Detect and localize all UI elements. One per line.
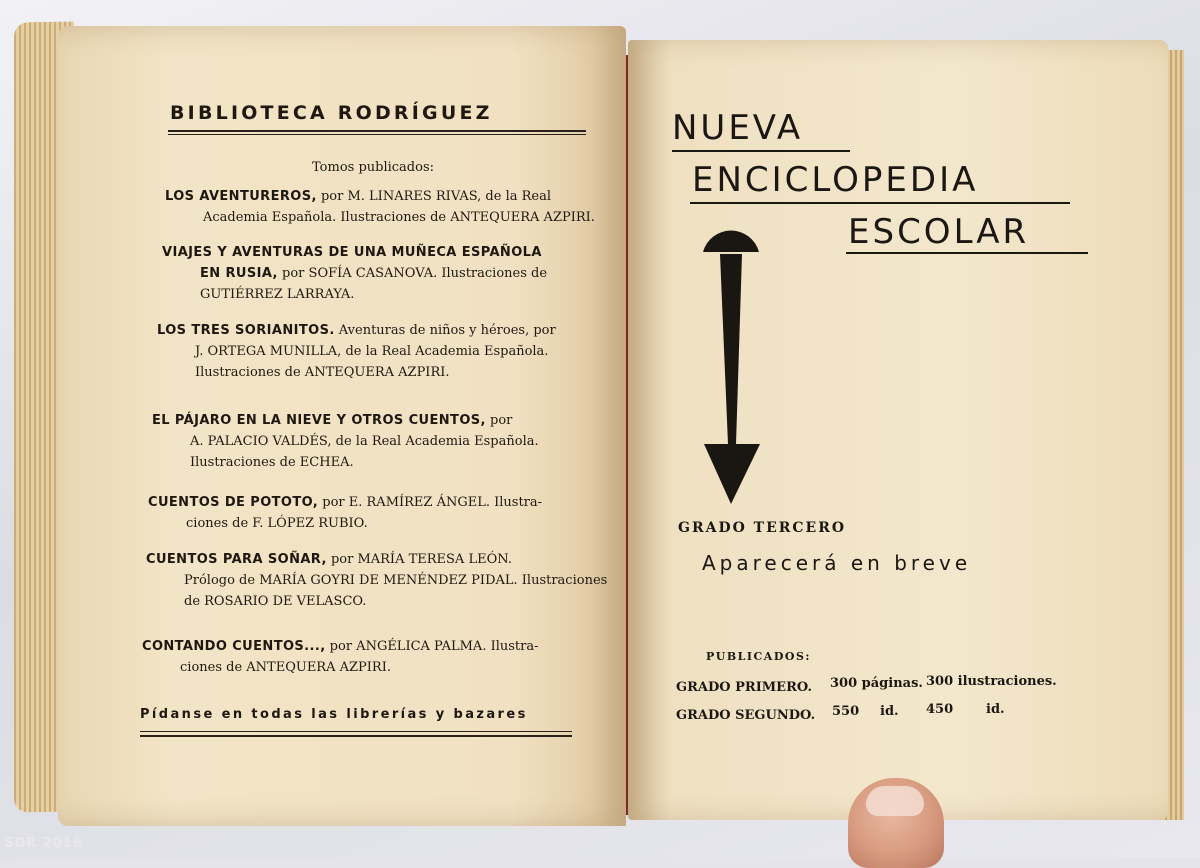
heading-nueva: NUEVA (672, 108, 804, 148)
entry-text: por ANGÉLICA PALMA. Ilustra- (325, 639, 539, 654)
entry-text: Academia Española. Ilustraciones de ANTEQUERA AZPIRI. (203, 210, 595, 225)
heading-underline (690, 202, 1070, 204)
entry-aventureros (165, 186, 595, 228)
entry-contando (142, 636, 539, 678)
entry-text: Prólogo de MARÍA GOYRI DE MENÉNDEZ PIDAL. Ilustraciones (184, 573, 608, 588)
entry-title: CONTANDO CUENTOS..., (142, 639, 326, 654)
entry-text: por (485, 413, 513, 428)
row-pages-unit: id. (880, 704, 899, 719)
heading-escolar: ESCOLAR (848, 212, 1030, 252)
entry-text: ciones de ANTEQUERA AZPIRI. (180, 660, 391, 675)
row-illustrations-unit: id. (986, 702, 1005, 717)
row-pages: 550 (832, 704, 860, 719)
entry-title: CUENTOS PARA SOÑAR, (146, 552, 327, 567)
entry-title: EN RUSIA, (200, 266, 278, 281)
entry-text: Ilustraciones de ANTEQUERA AZPIRI. (195, 365, 450, 380)
title-rule (168, 130, 586, 132)
row-grado: GRADO SEGUNDO. (676, 708, 816, 723)
entry-title: LOS TRES SORIANITOS. (157, 323, 335, 338)
entry-title: CUENTOS DE POTOTO, (148, 495, 319, 510)
entry-sorianitos (157, 320, 556, 383)
thumbnail-highlight (866, 786, 924, 816)
entry-text: Aventuras de niños y héroes, por (334, 323, 556, 338)
entry-title: VIAJES Y AVENTURAS DE UNA MUÑECA ESPAÑOLA (162, 245, 542, 260)
entry-text: de ROSARIO DE VELASCO. (184, 594, 367, 609)
entry-text: A. PALACIO VALDÉS, de la Real Academia Española. (190, 434, 539, 449)
entry-text: por E. RAMÍREZ ÁNGEL. Ilustra- (318, 495, 543, 510)
title-rule-thin (168, 134, 586, 135)
entry-text: por M. LINARES RIVAS, de la Real (316, 189, 551, 204)
heading-underline (846, 252, 1088, 254)
published-label: PUBLICADOS: (706, 650, 811, 663)
footer-note: Pídanse en todas las librerías y bazares (140, 707, 528, 722)
library-title: BIBLIOTECA RODRÍGUEZ (170, 102, 493, 124)
entry-text: por MARÍA TERESA LEÓN. (326, 552, 512, 567)
entry-pajaro (152, 410, 539, 473)
down-arrow-icon (700, 222, 764, 508)
row-pages: 300 páginas. (830, 676, 923, 691)
entry-title: EL PÁJARO EN LA NIEVE Y OTROS CUENTOS, (152, 413, 486, 428)
entry-text: por SOFÍA CASANOVA. Ilustraciones de (277, 266, 548, 281)
entry-pototo (148, 492, 542, 534)
entry-title: LOS AVENTUREROS, (165, 189, 317, 204)
coming-soon-text: Aparecerá en breve (702, 551, 972, 575)
entry-text: ciones de F. LÓPEZ RUBIO. (186, 516, 368, 531)
footer-rule-thick (140, 735, 572, 737)
published-subtitle: Tomos publicados: (312, 160, 435, 175)
entry-text: J. ORTEGA MUNILLA, de la Real Academia Española. (195, 344, 549, 359)
entry-sonar (146, 549, 607, 612)
photo-credit: SDR 2016 (4, 836, 83, 851)
row-illustrations: 300 ilustraciones. (926, 674, 1057, 689)
footer-rule (140, 731, 572, 732)
row-grado: GRADO PRIMERO. (676, 680, 812, 695)
entry-text: Ilustraciones de ECHEA. (190, 455, 354, 470)
entry-viajes (162, 242, 547, 305)
heading-underline (672, 150, 850, 152)
row-illustrations: 450 (926, 702, 954, 717)
entry-text: GUTIÉRREZ LARRAYA. (200, 287, 355, 302)
grado-tercero: GRADO TERCERO (678, 520, 847, 536)
heading-enciclopedia: ENCICLOPEDIA (692, 160, 979, 200)
